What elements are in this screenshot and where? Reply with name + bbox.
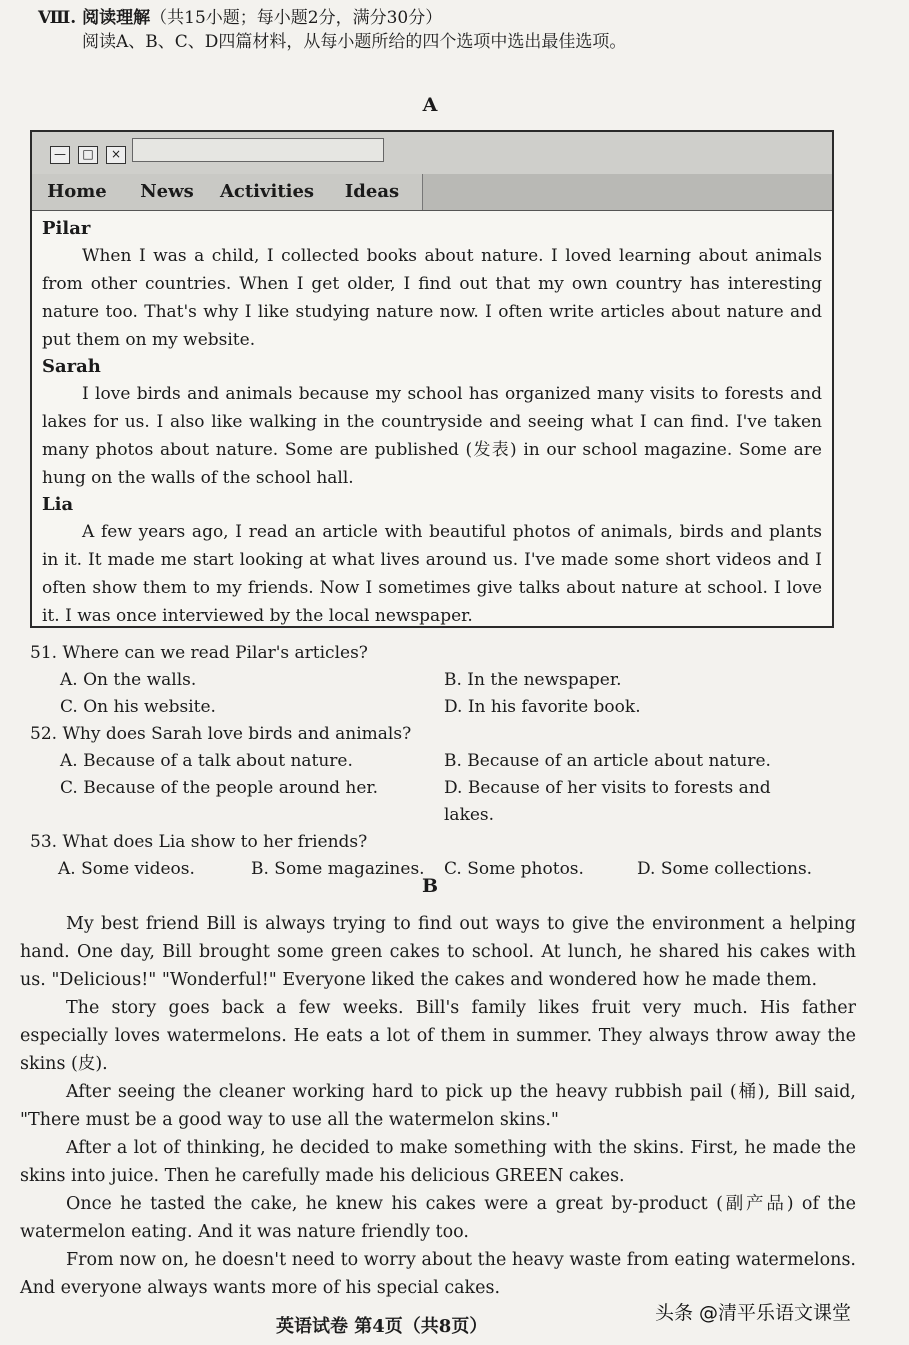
website-content: [42, 216, 822, 630]
passage-b-paragraph: After seeing the cleaner working hard to pick up the heavy rubbish pail (桶), Bill said, "There must be a good way to use all the watermelon skins.": [20, 1082, 856, 1130]
option-52-b: B. Because of an article about nature.: [444, 751, 771, 771]
tab-activities: Activities: [212, 174, 323, 210]
address-bar: [132, 138, 384, 162]
passage-b-paragraph: From now on, he doesn't need to worry about the heavy waste from eating watermelons. And everyone always wants more of his special cakes.: [20, 1250, 856, 1298]
section-scoring: （共15小题；每小题2分，满分30分）: [150, 8, 443, 28]
entry-name-lia: Lia: [42, 494, 74, 515]
question-52: 52. Why does Sarah love birds and animals?: [30, 724, 412, 744]
section-heading: [38, 6, 898, 30]
entry-name-sarah: Sarah: [42, 356, 101, 377]
passage-b-paragraph: Once he tasted the cake, he knew his cakes were a great by-product (副产品) of the watermelon eating. And it was nature friendly too.: [20, 1194, 856, 1242]
maximize-icon: □: [78, 146, 98, 164]
section-label: Ⅷ. 阅读理解: [38, 8, 151, 28]
entry-text-pilar: When I was a child, I collected books about nature. I loved learning about animals from other countries. When I get older, I find out that my own country has interesting nature too. That's why I like studying nature now. I often write articles about nature and put them on my website.: [42, 246, 822, 350]
minimize-icon: —: [50, 146, 70, 164]
window-titlebar: [32, 132, 832, 175]
tab-home: Home: [32, 174, 123, 210]
passage-a-title: A: [422, 94, 438, 116]
section-header: [38, 6, 898, 54]
close-icon: ×: [106, 146, 126, 164]
option-52-a: A. Because of a talk about nature.: [60, 751, 353, 771]
entry-name-pilar: Pilar: [42, 218, 91, 239]
options-row: [30, 748, 830, 775]
watermark: 头条 @清平乐语文课堂: [655, 1302, 852, 1324]
passage-b-title: B: [421, 875, 439, 897]
section-instruction: 阅读A、B、C、D四篇材料，从每小题所给的四个选项中选出最佳选项。: [82, 32, 627, 52]
tab-ideas: Ideas: [322, 174, 423, 210]
option-53-a: A. Some videos.: [58, 859, 195, 879]
option-51-b: B. In the newspaper.: [444, 670, 622, 690]
question-53: 53. What does Lia show to her friends?: [30, 832, 368, 852]
page-footer: 英语试卷 第4页（共8页）: [276, 1316, 488, 1337]
passage-b-paragraph: The story goes back a few weeks. Bill's family likes fruit very much. His father especially loves watermelons. He eats a lot of them in summer. They always throw away the skins (皮).: [20, 998, 856, 1074]
website-tabs: [32, 174, 832, 211]
options-row: [30, 775, 830, 829]
option-52-c: C. Because of the people around her.: [60, 778, 379, 798]
options-row: [30, 667, 830, 694]
option-53-d: D. Some collections.: [637, 859, 813, 879]
option-51-c: C. On his website.: [60, 697, 216, 717]
option-51-a: A. On the walls.: [60, 670, 197, 690]
entry-text-sarah: I love birds and animals because my school has organized many visits to forests and lakes for us. I also like walking in the countryside and seeing what I can find. I've taken many photos about nature. Some are published (发表) in our school magazine. Some are hung on the walls of the school hall.: [42, 384, 822, 488]
tab-news: News: [122, 174, 213, 210]
passage-b: [20, 910, 856, 1302]
option-51-d: D. In his favorite book.: [444, 697, 641, 717]
option-52-d: D. Because of her visits to forests and lakes.: [444, 778, 771, 825]
question-list: [30, 640, 830, 883]
option-53-b: B. Some magazines.: [251, 859, 425, 879]
passage-b-paragraph: After a lot of thinking, he decided to make something with the skins. First, he made the skins into juice. Then he carefully made his delicious GREEN cakes.: [20, 1138, 856, 1186]
entry-text-lia: A few years ago, I read an article with beautiful photos of animals, birds and plants in it. It made me start looking at what lives around us. I've made some short videos and I often show them to my friends. Now I sometimes give talks about nature at school. I love it. I was once interviewed by the local newspaper.: [42, 522, 822, 626]
passage-b-paragraph: My best friend Bill is always trying to find out ways to give the environment a helping hand. One day, Bill brought some green cakes to school. At lunch, he shared his cakes with us. "Delicious!" "Wonderful!" Everyone liked the cakes and wondered how he made them.: [20, 914, 856, 990]
options-row: [30, 694, 830, 721]
browser-window-illustration: [30, 130, 834, 628]
question-51: 51. Where can we read Pilar's articles?: [30, 643, 368, 663]
option-53-c: C. Some photos.: [444, 859, 584, 879]
